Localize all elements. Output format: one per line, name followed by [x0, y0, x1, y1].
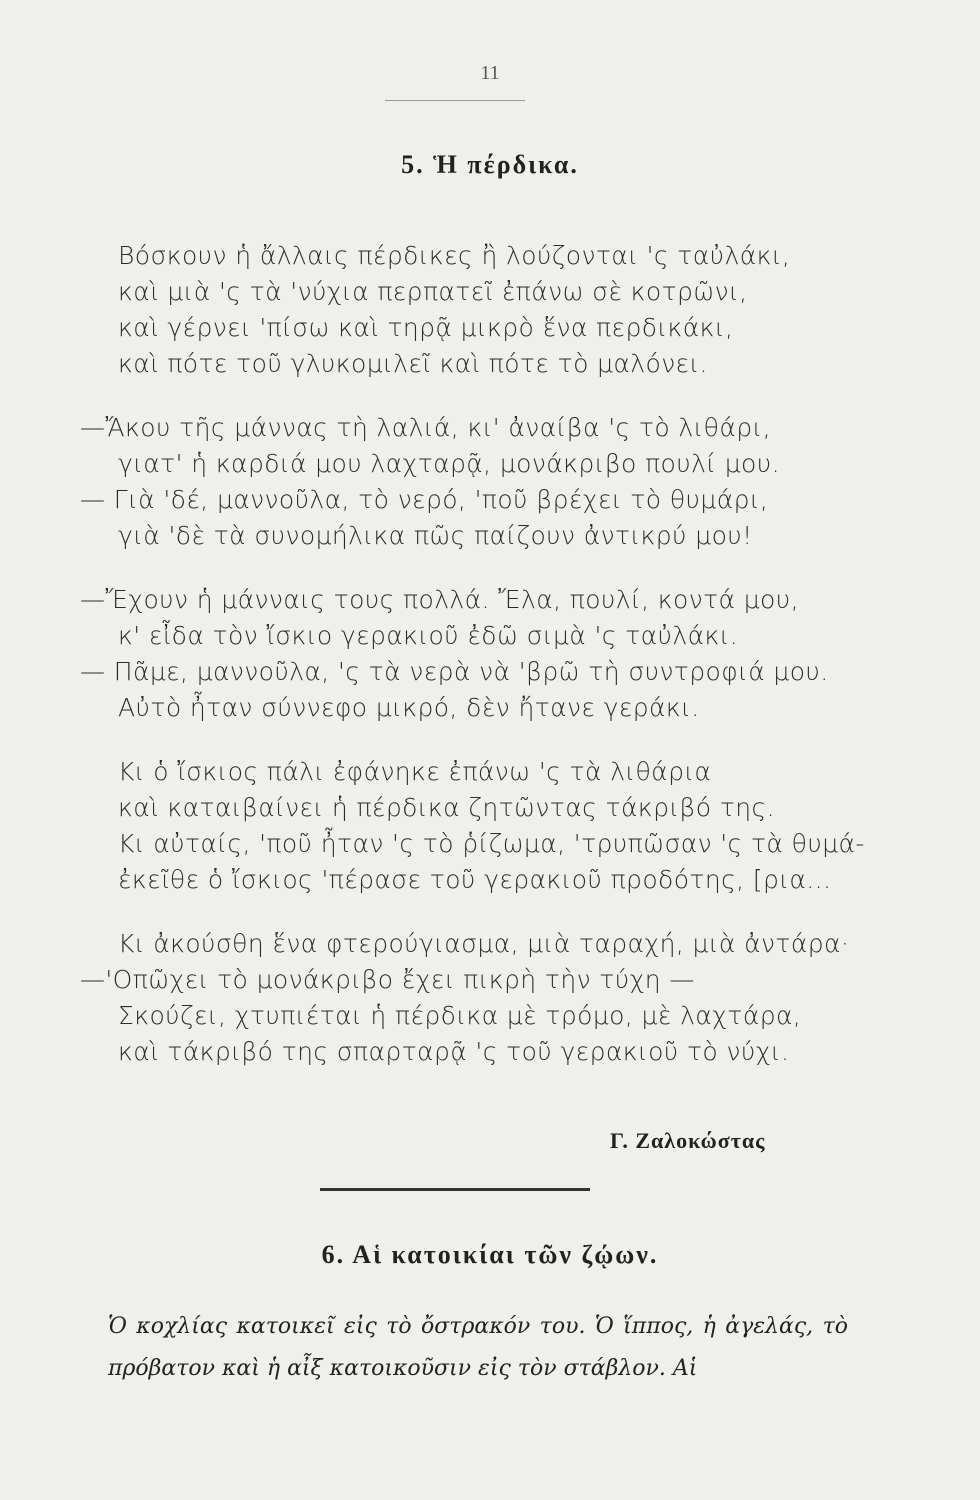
poem-line: — Πᾶμε, μαννοῦλα, 'ς τὰ νερὰ νὰ 'βρῶ τὴ συντροφιά μου.: [80, 657, 829, 686]
poem-author: Γ. Ζαλοκώστας: [610, 1128, 766, 1153]
poem-stanza: [80, 754, 865, 898]
poem-line: καὶ μιὰ 'ς τὰ 'νύχια περπατεῖ ἐπάνω σὲ κοτρῶνι,: [118, 277, 748, 306]
poem-line: ἐκεῖθε ὁ ἴσκιος 'πέρασε τοῦ γερακιοῦ προδότης, [ρια...: [118, 865, 832, 894]
poem-line: καὶ πότε τοῦ γλυκομιλεῖ καὶ πότε τὸ μαλόνει.: [118, 349, 708, 378]
poem-stanza: [80, 926, 860, 1070]
poem-line: —Ἔχουν ἡ μάνναις τους πολλά. Ἔλα, πουλί, κοντά μου,: [80, 585, 799, 614]
poem-line: καὶ γέρνει 'πίσω καὶ τηρᾷ μικρὸ ἕνα περδικάκι,: [118, 313, 734, 342]
poem-line: γιὰ 'δὲ τὰ συνομήλικα πῶς παίζουν ἀντικρύ μου!: [118, 521, 753, 550]
poem-stanza: [80, 582, 860, 726]
page-number: 11: [480, 62, 500, 84]
poem-line: Κι αὐταίς, 'ποῦ ἦταν 'ς τὸ ῥίζωμα, 'τρυπῶσαν 'ς τὰ θυμά-: [118, 829, 865, 858]
poem-line: Κι ὁ ἴσκιος πάλι ἐφάνηκε ἐπάνω 'ς τὰ λιθάρια: [118, 757, 712, 786]
poem-line: καὶ καταιβαίνει ἡ πέρδικα ζητῶντας τάκριβό της.: [118, 793, 775, 822]
poem-line: Κι ἀκούσθη ἕνα φτερούγιασμα, μιὰ ταραχή, μιὰ ἀντάρα·: [118, 929, 850, 958]
poem-stanza: [80, 238, 860, 382]
poem-line: —'Οπῶχει τὸ μονάκριβο ἔχει πικρὴ τὴν τύχη —: [80, 965, 695, 994]
poem-line: Σκούζει, χτυπιέται ἡ πέρδικα μὲ τρόμο, μὲ λαχτάρα,: [118, 1001, 802, 1030]
poem-line: Αὐτὸ ἦταν σύννεφο μικρό, δὲν ἤτανε γεράκι.: [118, 693, 700, 722]
section-divider: [320, 1188, 590, 1191]
section-title: 6. Αἱ κατοικίαι τῶν ζῴων.: [321, 1240, 659, 1269]
poem-line: κ' εἶδα τὸν ἴσκιο γερακιοῦ ἐδῶ σιμὰ 'ς ταὐλάκι.: [118, 621, 739, 650]
poem-line: γιατ' ἡ καρδιά μου λαχταρᾷ, μονάκριβο πουλί μου.: [118, 449, 780, 478]
poem-body: [80, 238, 865, 1098]
poem-title: 5. Ἡ πέρδικα.: [401, 150, 579, 179]
poem-stanza: [80, 410, 860, 554]
section-paragraph: Ὁ κοχλίας κατοικεῖ εἰς τὸ ὄστρακόν του. Ὁ ἵππος, ἡ ἀγελάς, τὸ πρόβατον καὶ ἡ αἶξ κατοικοῦσιν εἰς τὸν στάβλον. Αἱ: [108, 1314, 848, 1381]
poem-line: Βόσκουν ἡ ἄλλαις πέρδικες ἢ λούζονται 'ς ταὐλάκι,: [118, 241, 791, 270]
section-text: [108, 1306, 848, 1390]
poem-line: — Γιὰ 'δέ, μαννοῦλα, τὸ νερό, 'ποῦ βρέχει τὸ θυμάρι,: [80, 485, 769, 514]
header-rule: [385, 100, 525, 101]
poem-line: καὶ τάκριβό της σπαρταρᾷ 'ς τοῦ γερακιοῦ τὸ νύχι.: [118, 1037, 790, 1066]
poem-line: —Ἄκου τῆς μάννας τὴ λαλιά, κι' ἀναίβα 'ς τὸ λιθάρι,: [80, 413, 771, 442]
